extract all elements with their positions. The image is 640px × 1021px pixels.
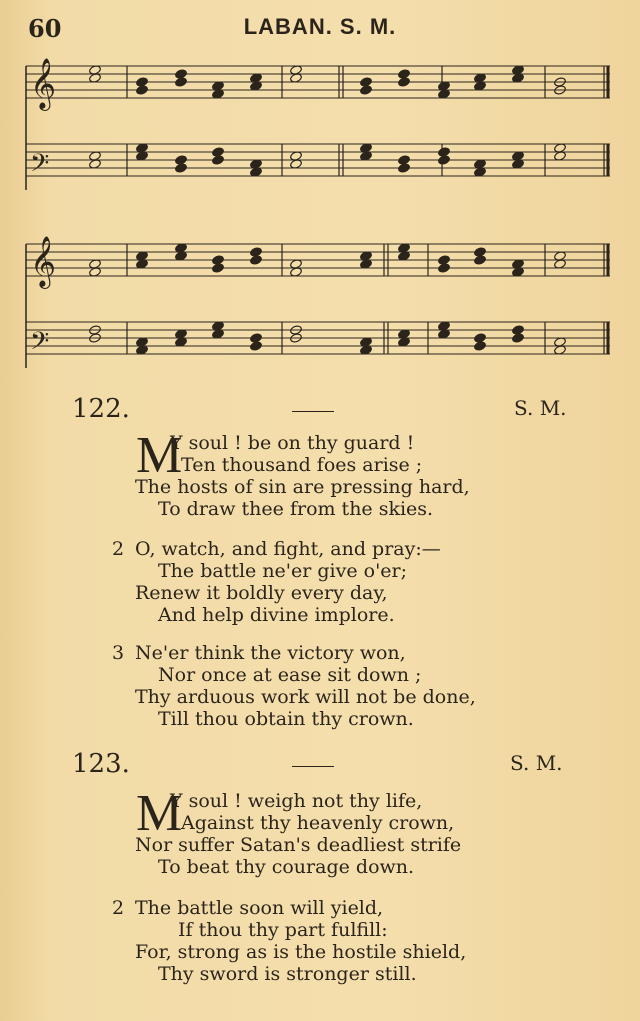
- verse-line: Nor once at ease sit down ;: [158, 664, 422, 686]
- verse-line: The battle ne'er give o'er;: [158, 560, 408, 582]
- treble-clef-icon: 𝄞: [30, 58, 57, 109]
- treble-clef-icon: 𝄞: [30, 236, 57, 287]
- meter-label: S. M.: [514, 396, 567, 420]
- note-head: [360, 85, 373, 96]
- note-head: [212, 263, 225, 274]
- page-number: 60: [28, 14, 62, 43]
- verse-line: The battle soon will yield,: [135, 897, 384, 919]
- verse-line: Renew it boldly every day,: [135, 582, 388, 604]
- note-head: [398, 163, 411, 174]
- note-head: [136, 85, 149, 96]
- verse-line: To beat thy courage down.: [158, 856, 415, 878]
- note-head: [438, 155, 451, 166]
- drop-cap: M: [136, 427, 183, 484]
- tune-title: LABAN. S. M.: [243, 14, 397, 39]
- verse-line: Till thou obtain thy crown.: [158, 708, 414, 730]
- separator-dash: [292, 411, 334, 412]
- verse-line: Y soul ! be on thy guard !: [170, 432, 415, 454]
- verse-line: Ten thousand foes arise ;: [181, 454, 423, 476]
- music-score: [0, 0, 640, 400]
- verse-line: For, strong as is the hostile shield,: [135, 941, 467, 963]
- note-head: [398, 77, 411, 88]
- bass-clef-icon: 𝄢: [30, 149, 50, 184]
- verse-line: O, watch, and fight, and pray:—: [135, 538, 441, 560]
- note-head: [175, 77, 188, 88]
- verse-line: Thy sword is stronger still.: [158, 963, 417, 985]
- verse-line: Y soul ! weigh not thy life,: [170, 790, 423, 812]
- verse-line: Ne'er think the victory won,: [135, 642, 406, 664]
- verse-line: The hosts of sin are pressing hard,: [135, 476, 470, 498]
- note-head: [250, 341, 263, 352]
- hymn-number: 123.: [72, 749, 130, 779]
- verse-line: Thy arduous work will not be done,: [135, 686, 476, 708]
- note-head: [474, 255, 487, 266]
- drop-cap: M: [136, 785, 183, 842]
- note-head: [438, 263, 451, 274]
- note-head: [250, 255, 263, 266]
- verse-line: Against thy heavenly crown,: [181, 812, 455, 834]
- verse-line: And help divine implore.: [158, 604, 395, 626]
- verse-number: 3: [112, 642, 125, 664]
- hymn-number: 122.: [72, 394, 130, 424]
- note-head: [474, 341, 487, 352]
- separator-dash: [292, 766, 334, 767]
- verse-line: Nor suffer Satan's deadliest strife: [135, 834, 462, 856]
- verse-line: To draw thee from the skies.: [158, 498, 434, 520]
- note-head: [175, 163, 188, 174]
- bass-clef-icon: 𝄢: [30, 327, 50, 362]
- verse-number: 2: [112, 897, 125, 919]
- note-head: [512, 333, 525, 344]
- note-head: [212, 155, 225, 166]
- verse-line: If thou thy part fulfill:: [178, 919, 388, 941]
- verse-number: 2: [112, 538, 125, 560]
- meter-label: S. M.: [510, 751, 563, 775]
